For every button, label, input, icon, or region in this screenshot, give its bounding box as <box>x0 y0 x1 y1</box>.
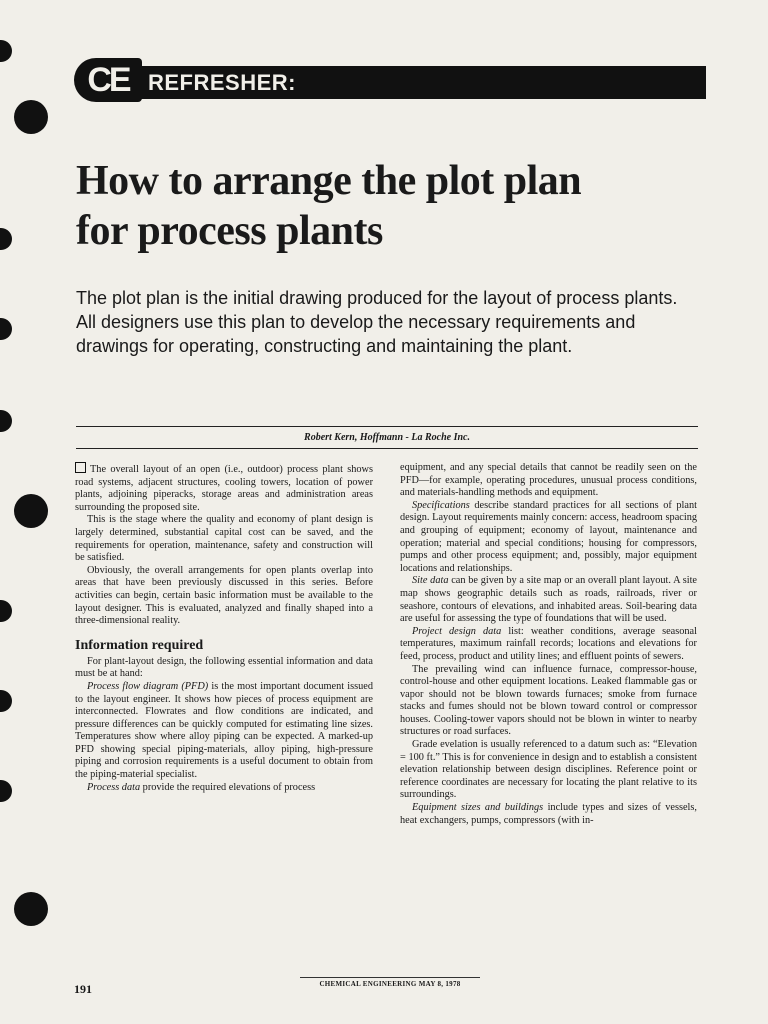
paragraph: Site data can be given by a site map or an overall plant layout. A site map shows geographic details such as roads, railroads, river or seashore, contours of elevations, and inhabited areas. Soil-bearing data are useful for assessing the type of foundations that will be used. <box>400 575 698 625</box>
page-number: 191 <box>74 982 92 996</box>
paragraph: Equipment sizes and buildings include types and sizes of vessels, heat exchangers, pumps, compressors (with in- <box>400 802 697 826</box>
paragraph: Grade evelation is usually referenced to a datum such as: “Elevation = 100 ft.” This is for convenience in design and to establish a consistent elevation relationship between design disciplines. Reference point or reference coordinates are necessary for locating the plant relative to its surroundings. <box>400 739 697 801</box>
footer-rule <box>300 977 480 978</box>
binder-hole <box>14 100 48 134</box>
right-column <box>400 462 697 827</box>
paragraph: Process flow diagram (PFD) is the most important document issued to the layout engineer. It shows how pieces of process equipment are interconnected. Flowrates and flow conditions are indicated, and pressure differences can be quickly computed for estimating line sizes. Temperatures show where alloy piping can be expected. A marked-up PFD showing special piping-materials, alloy piping, high-pressure piping and corrosion requirements is a useful document to obtain from the piping-material specialist. <box>75 680 373 781</box>
square-bullet-icon <box>75 462 86 473</box>
paragraph: equipment, and any special details that cannot be readily seen on the PFD—for example, operating procedures, unusual process conditions, and materials-handling methods and equipment. <box>400 462 697 499</box>
section-heading: Information required <box>75 637 204 653</box>
term: Site data <box>412 575 449 587</box>
term: Process data <box>87 781 141 793</box>
term: Specifications <box>412 499 470 511</box>
paragraph: Project design data list: weather conditions, average seasonal temperatures, maximum rainfall records; locations and elevations for feed, process, product and utility lines; and effluent points of sewers. <box>400 625 697 662</box>
term: Equipment sizes and buildings <box>412 802 544 814</box>
byline: Robert Kern, Hoffmann - La Roche Inc. <box>304 432 470 443</box>
binder-hole-small <box>0 228 12 250</box>
paragraph: The prevailing wind can influence furnace, compressor-house, control-house and other equipment locations. Leaked flammable gas or vapor should not be blown towards furnaces; smoke from furnace stacks and fumes should not be blown toward control or compressor houses. Cooling-tower vapors should not be blown in winter to nearby structures or road surfaces. <box>400 663 697 738</box>
paragraph: This is the stage where the quality and economy of plant design is largely determined, substantial capital cost can be saved, and the requirements for operation, maintenance, safety and construction will be satisfied. <box>75 514 373 564</box>
article-deck: The plot plan is the initial drawing produced for the layout of process plants. All designers use this plan to develop the necessary requirements and drawings for operating, constructing and maintaining the plant. <box>76 288 678 356</box>
byline-rule-bottom <box>76 448 698 449</box>
binder-hole-small <box>0 600 12 622</box>
binder-hole-small <box>0 318 12 340</box>
banner-label: REFRESHER: <box>148 70 297 95</box>
article-title: How to arrange the plot plan for process plants <box>76 158 582 254</box>
ce-logo: CE <box>74 58 142 102</box>
byline-rule <box>76 426 698 427</box>
binder-hole <box>14 892 48 926</box>
paragraph: Specifications describe standard practices for all sections of plant design. Layout requirements mainly concern: access, headroom spacing and grouping of equipment; economy of layout, maintenance and operation; material and special conditions; housing for compressors, pumps and other process equipment; and, possibly, major equipment locations and relationships. <box>400 499 697 574</box>
binder-hole-small <box>0 690 12 712</box>
binder-hole-small <box>0 780 12 802</box>
journal-footer: CHEMICAL ENGINEERING MAY 8, 1978 <box>319 980 461 988</box>
binder-hole-small <box>0 410 12 432</box>
paragraph: Process data provide the required elevations of process <box>87 781 316 793</box>
intro-paragraph: The overall layout of an open (i.e., outdoor) process plant shows road systems, adjacent structures, cooling towers, location of power plants, adjoining piperacks, storage areas and administration areas surrounding the proposed site. <box>75 464 373 513</box>
binder-hole <box>14 494 48 528</box>
paragraph: For plant-layout design, the following essential information and data must be at hand: <box>75 655 373 680</box>
term: Project design data <box>412 625 502 637</box>
term: Process flow diagram (PFD) <box>87 680 209 692</box>
left-column <box>75 462 373 794</box>
refresher-banner <box>74 58 706 102</box>
paragraph: Obviously, the overall arrangements for open plants overlap into areas that have been previously discussed in this series. Before activities can begin, certain basic information must be available to the layout designer. This is evaluated, analyzed and finally shaped into a three-dimensional reality. <box>75 564 373 627</box>
binder-hole-top <box>0 40 12 62</box>
